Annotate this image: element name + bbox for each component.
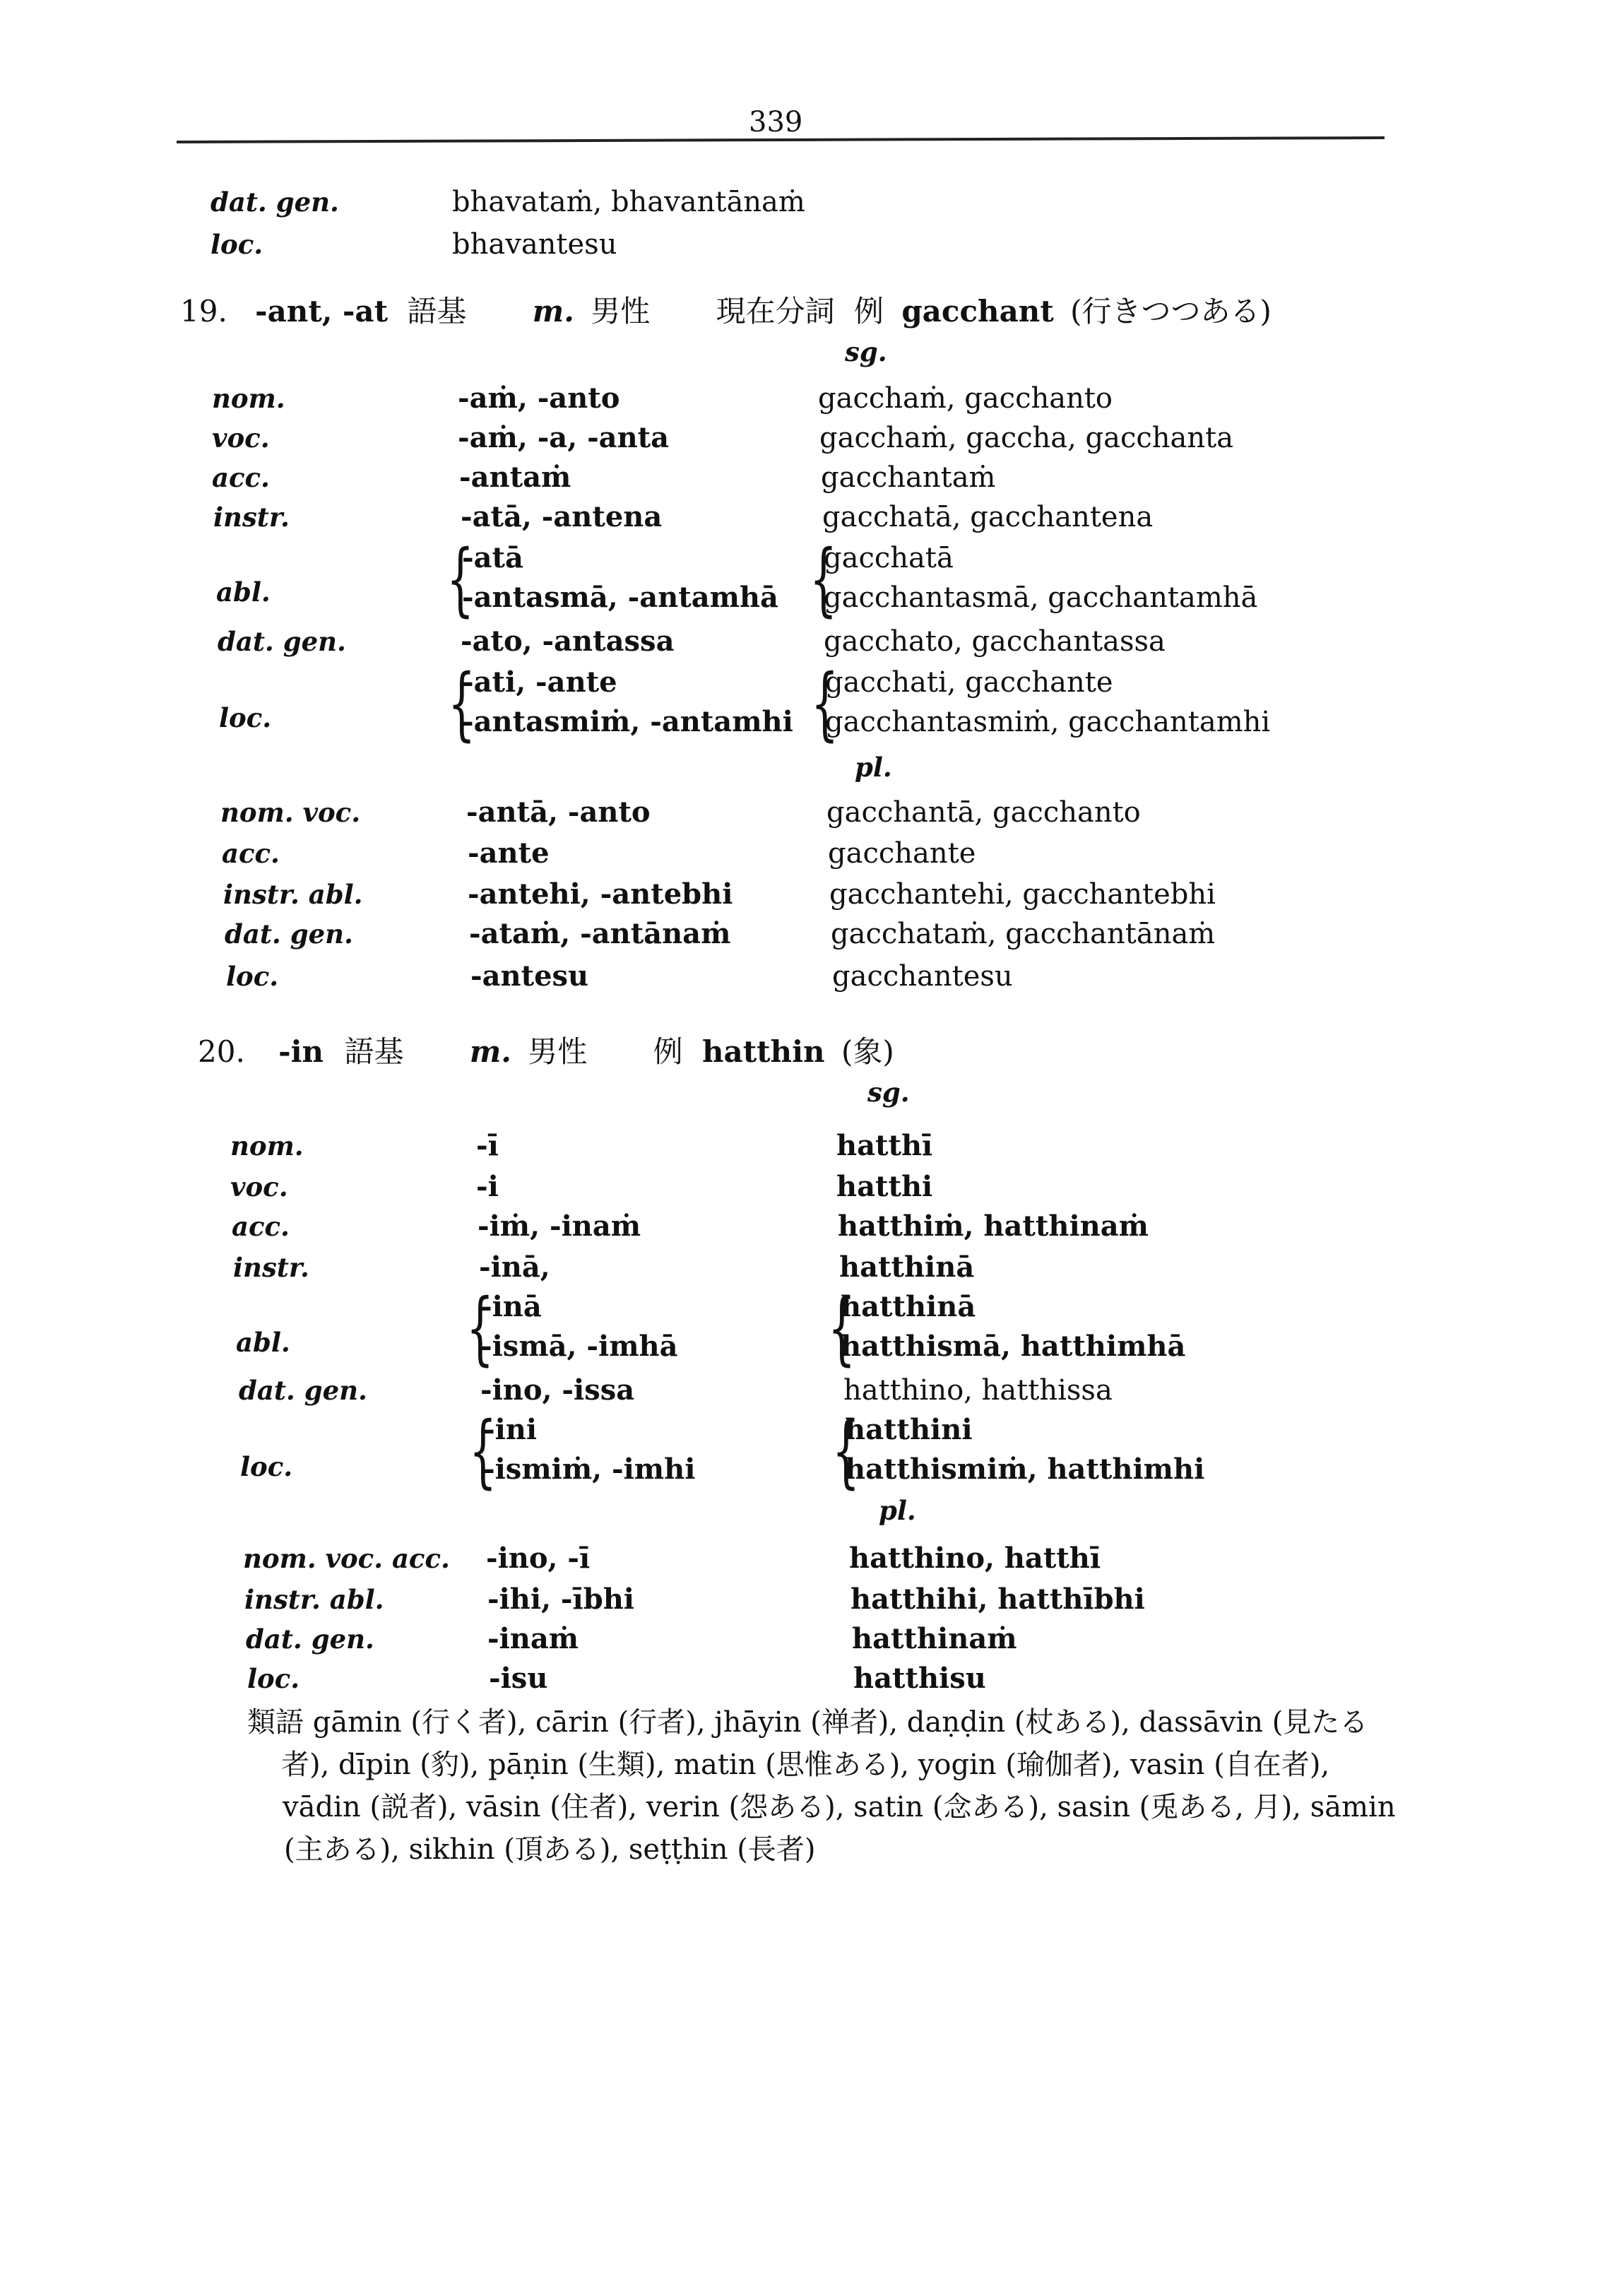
case-form: hatthismā, hatthimhā — [841, 1330, 1186, 1363]
page-number: 339 — [749, 106, 803, 138]
paradigm-row — [0, 957, 1624, 996]
case-form: hatthini — [845, 1413, 973, 1446]
case-form: gacchaṁ, gaccha, gacchanta — [819, 422, 1234, 454]
section-20-heading — [198, 1029, 894, 1071]
case-label: abl. — [236, 1327, 290, 1358]
case-label: nom. — [212, 383, 285, 414]
brace: { — [466, 1282, 494, 1374]
gender-label: 男性 — [591, 294, 651, 329]
paradigm-row-loc — [0, 658, 1624, 750]
paradigm-row — [0, 793, 1624, 832]
case-label: dat. gen. — [239, 1375, 367, 1406]
category-label: 現在分詞 — [716, 294, 835, 329]
case-form: hatthinā — [839, 1251, 975, 1284]
similar-words-line: vādin (説者), vāsin (住者), verin (怨ある), satin (念ある), sasin (兎ある, 月), sāmin — [283, 1791, 1396, 1823]
case-form: gacchataṁ, gacchantānaṁ — [831, 918, 1216, 950]
case-ending: -ato, -antassa — [461, 625, 675, 658]
brace: { — [828, 1282, 856, 1374]
case-ending: -antā, -anto — [466, 796, 651, 829]
number-label-sg: sg. — [845, 336, 887, 367]
paradigm-row — [0, 914, 1624, 954]
stem-ending: -ant, -at — [255, 294, 389, 329]
case-ending: -aṁ, -a, -anta — [458, 421, 670, 454]
paradigm-row — [0, 379, 1624, 418]
paradigm-row-abl — [0, 533, 1624, 625]
case-ending: -ati, -ante — [462, 666, 617, 699]
case-label: loc. — [211, 229, 263, 260]
paradigm-row — [0, 1580, 1624, 1619]
brace: { — [469, 1405, 497, 1497]
case-form: hatthisu — [853, 1662, 986, 1695]
case-form: gacchati, gacchante — [825, 666, 1113, 699]
case-ending: -antasmā, -antamhā — [462, 581, 778, 614]
paradigm-row — [0, 1167, 1624, 1207]
case-ending: -antaṁ — [459, 461, 571, 494]
case-form: gacchatā, gacchantena — [822, 501, 1154, 533]
case-form: hatthinaṁ — [852, 1622, 1017, 1655]
case-form: hatthino, hatthissa — [843, 1374, 1113, 1407]
paradigm-row — [0, 1126, 1624, 1166]
paradigm-row — [0, 1659, 1624, 1698]
example-label: 例 — [853, 294, 884, 329]
case-ending: -ismā, -imhā — [480, 1330, 678, 1363]
case-label: nom. — [230, 1130, 304, 1161]
paradigm-row — [0, 458, 1624, 497]
case-form: gacchante — [828, 837, 976, 870]
case-label: loc. — [219, 702, 272, 733]
case-ending: -antehi, -antebhi — [468, 877, 733, 911]
case-form: gacchantasmiṁ, gacchantamhi — [825, 706, 1271, 738]
section-19-heading — [180, 288, 1272, 331]
gender-label: 男性 — [528, 1034, 588, 1069]
case-form: gacchantesu — [832, 960, 1013, 993]
case-ending: -antasmiṁ, -antamhi — [462, 705, 793, 738]
example-word: hatthin — [702, 1034, 825, 1069]
case-forms: bhavataṁ, bhavantānaṁ — [452, 186, 805, 218]
case-label: dat. gen. — [211, 187, 339, 218]
case-label: instr. abl. — [244, 1584, 384, 1615]
case-form: gacchatā — [824, 542, 954, 574]
case-form: hatthiṁ, hatthinaṁ — [838, 1210, 1149, 1243]
brace: { — [832, 1405, 860, 1497]
case-form: gacchantasmā, gacchantamhā — [824, 581, 1258, 614]
case-form: hatthino, hatthī — [849, 1542, 1101, 1575]
example-gloss: (行きつつある) — [1070, 294, 1272, 329]
brace: { — [810, 533, 838, 625]
gender-abbr: m. — [469, 1034, 511, 1069]
case-label: acc. — [232, 1211, 290, 1242]
case-ending: -inā — [480, 1290, 542, 1323]
number-label-pl: pl. — [855, 752, 892, 783]
brace: { — [446, 533, 475, 625]
top-row-dat-gen — [0, 182, 1624, 222]
paradigm-row — [0, 497, 1624, 537]
case-form: gacchaṁ, gacchanto — [818, 382, 1113, 415]
case-ending: -ante — [468, 836, 550, 870]
case-ending: -iṁ, -inaṁ — [478, 1210, 641, 1243]
case-form: hatthī — [836, 1129, 933, 1162]
case-ending: -ismiṁ, -imhi — [483, 1453, 696, 1486]
example-label: 例 — [653, 1034, 683, 1069]
case-ending: -atā, -antena — [461, 500, 663, 533]
case-label: instr. abl. — [223, 879, 363, 910]
number-label-sg: sg. — [867, 1077, 910, 1108]
paradigm-row — [0, 1207, 1624, 1246]
case-ending: -aṁ, -anto — [458, 382, 620, 415]
paradigm-row — [0, 875, 1624, 914]
case-label: voc. — [212, 422, 270, 454]
case-label: loc. — [226, 961, 279, 992]
case-label: acc. — [212, 462, 270, 493]
case-form: hatthi — [836, 1170, 933, 1203]
paradigm-row — [0, 1248, 1624, 1287]
similar-words-line: (主ある), sikhin (頂ある), seṭṭhin (長者) — [284, 1833, 816, 1866]
gender-abbr: m. — [532, 294, 574, 329]
paradigm-row — [0, 1539, 1624, 1578]
case-forms: bhavantesu — [452, 228, 617, 261]
similar-words-line: 類語 gāmin (行く者), cārin (行者), jhāyin (禅者), daṇḍin (杖ある), dassāvin (見たる — [247, 1706, 1368, 1739]
case-ending: -atā — [462, 541, 523, 574]
paradigm-row — [0, 834, 1624, 873]
case-ending: -ino, -issa — [480, 1373, 635, 1407]
case-label: dat. gen. — [225, 918, 353, 950]
case-label: abl. — [216, 577, 271, 608]
example-gloss: (象) — [841, 1034, 894, 1069]
paradigm-row — [0, 1371, 1624, 1410]
case-label: dat. gen. — [218, 626, 346, 657]
paradigm-row — [0, 622, 1624, 661]
stem-label: 語基 — [344, 1034, 404, 1069]
case-label: loc. — [240, 1451, 293, 1482]
example-word: gacchant — [901, 294, 1054, 329]
brace: { — [811, 658, 839, 750]
case-label: acc. — [222, 838, 280, 869]
case-ending: -antesu — [470, 959, 589, 993]
case-ending: -ini — [483, 1413, 538, 1446]
case-ending: -inā, — [479, 1251, 550, 1284]
case-ending: -ihi, -ībhi — [487, 1583, 634, 1616]
top-row-loc — [0, 225, 1624, 264]
case-label: nom. voc. — [220, 797, 361, 828]
case-label: instr. — [233, 1252, 309, 1283]
stem-ending: -in — [278, 1034, 324, 1069]
case-label: instr. — [213, 502, 290, 533]
paradigm-row — [0, 418, 1624, 458]
brace: { — [448, 658, 476, 750]
section-number: 20. — [198, 1034, 245, 1069]
case-form: gacchantā, gacchanto — [826, 796, 1141, 829]
case-ending: -ino, -ī — [486, 1542, 591, 1575]
case-label: voc. — [230, 1171, 288, 1202]
similar-words-line: 者), dīpin (豹), pāṇin (生類), matin (思惟ある), yogin (瑜伽者), vasin (自在者), — [281, 1749, 1330, 1781]
case-label: nom. voc. acc. — [243, 1543, 450, 1574]
paradigm-row-abl — [0, 1282, 1624, 1374]
case-label: loc. — [247, 1663, 300, 1694]
case-ending: -i — [476, 1170, 499, 1203]
case-label: dat. gen. — [246, 1624, 374, 1655]
case-form: gacchato, gacchantassa — [824, 625, 1166, 658]
case-form: hatthihi, hatthībhi — [850, 1583, 1145, 1616]
case-form: gacchantaṁ — [821, 461, 996, 494]
paradigm-row — [0, 1619, 1624, 1659]
case-form: gacchantehi, gacchantebhi — [829, 878, 1216, 911]
stem-label: 語基 — [407, 294, 467, 329]
paradigm-row-loc — [0, 1405, 1624, 1497]
case-form: hatthinā — [841, 1290, 976, 1323]
case-form: hatthismiṁ, hatthimhi — [845, 1453, 1205, 1486]
case-ending: -isu — [489, 1662, 548, 1695]
section-number: 19. — [180, 294, 227, 329]
case-ending: -inaṁ — [487, 1622, 579, 1655]
case-ending: -ī — [476, 1129, 499, 1162]
case-ending: -ataṁ, -antānaṁ — [469, 917, 731, 950]
number-label-pl: pl. — [879, 1495, 916, 1526]
